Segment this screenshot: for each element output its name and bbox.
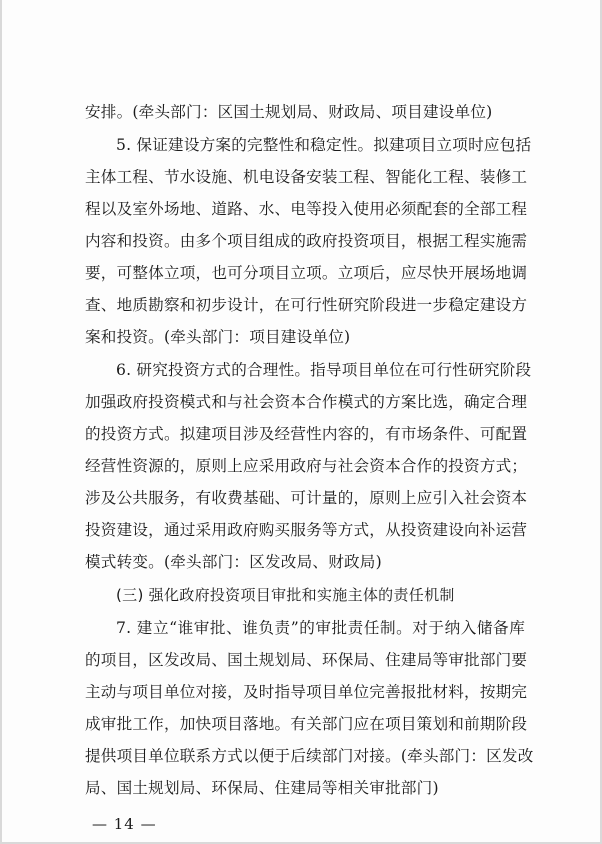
text-line: 的投资方式。拟建项目涉及经营性内容的，有市场条件、可配置: [85, 425, 528, 443]
text-line: 加强政府投资模式和与社会资本合作模式的方案比选，确定合理: [85, 393, 528, 411]
text-line: 局、国土规划局、环保局、住建局等相关审批部门): [85, 779, 439, 797]
text-line: 查、地质勘察和初步设计，在可行性研究阶段进一步稳定建设方: [85, 296, 528, 314]
text-line: 案和投资。(牵头部门：项目建设单位): [85, 328, 351, 346]
text-line: 主动与项目单位对接，及时指导项目单位完善报批材料，按期完: [85, 683, 528, 701]
text-line: 成审批工作，加快项目落地。有关部门应在项目策划和前期阶段: [85, 715, 528, 733]
text-line: 内容和投资。由多个项目组成的政府投资项目，根据工程实施需: [85, 232, 528, 250]
text-line: 要，可整体立项，也可分项目立项。立项后，应尽快开展场地调: [85, 264, 528, 282]
page-left-edge: [0, 0, 2, 844]
text-line: 5. 保证建设方案的完整性和稳定性。拟建项目立项时应包括: [116, 136, 532, 154]
section-heading: (三) 强化政府投资项目审批和实施主体的责任机制: [116, 586, 455, 604]
text-line: 涉及公共服务，有收费基础、可计量的，原则上应引入社会资本: [85, 489, 528, 507]
text-line: 程以及室外场地、道路、水、电等投入使用必须配套的全部工程: [85, 200, 528, 218]
text-line: 6. 研究投资方式的合理性。指导项目单位在可行性研究阶段: [116, 361, 532, 379]
text-line: 投资建设，通过采用政府购买服务等方式，从投资建设向补运营: [85, 521, 528, 539]
text-line: 的项目，区发改局、国土规划局、环保局、住建局等审批部门要: [85, 651, 528, 669]
text-line: 提供项目单位联系方式以便于后续部门对接。(牵头部门：区发改: [85, 747, 534, 765]
page-number: — 14 —: [92, 815, 157, 833]
text-line: 经营性资源的，原则上应采用政府与社会资本合作的投资方式；: [85, 457, 528, 475]
text-line: 7. 建立“谁审批、谁负责”的审批责任制。对于纳入储备库: [116, 619, 525, 637]
text-line: 主体工程、节水设施、机电设备安装工程、智能化工程、装修工: [85, 168, 528, 186]
text-line: 模式转变。(牵头部门：区发改局、财政局): [85, 553, 382, 571]
text-line: 安排。(牵头部门：区国土规划局、财政局、项目建设单位): [85, 103, 493, 121]
